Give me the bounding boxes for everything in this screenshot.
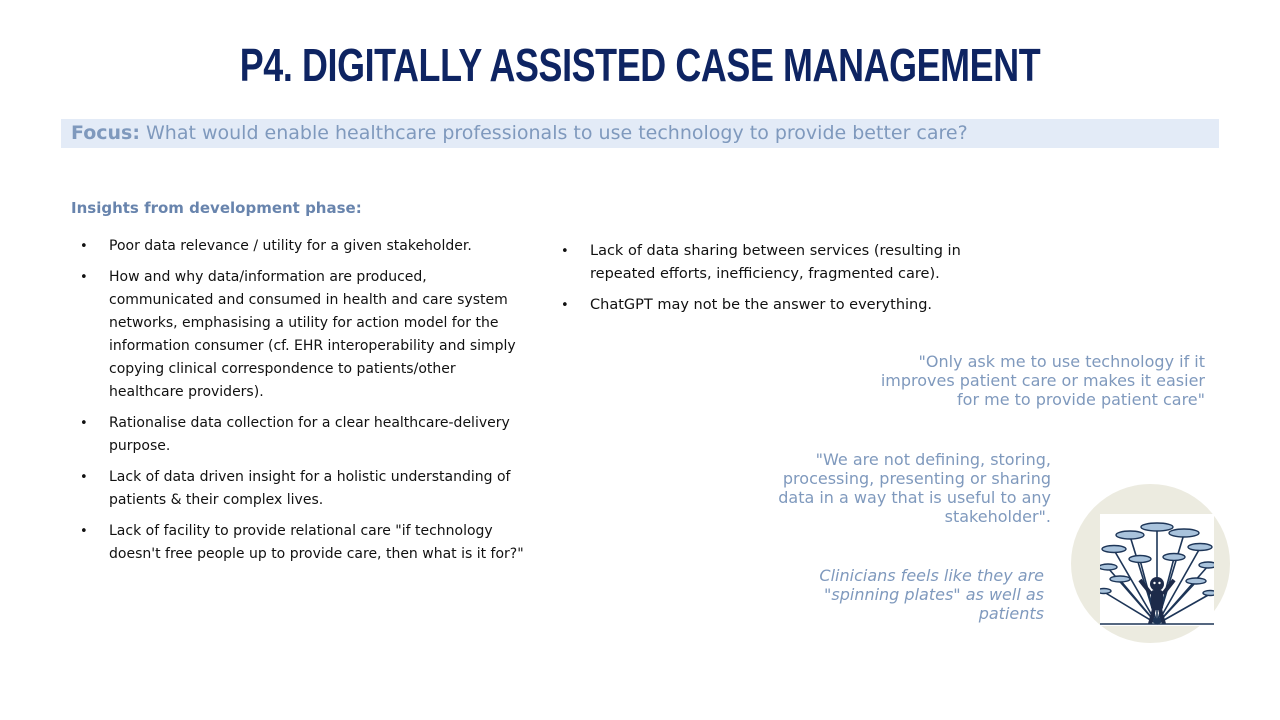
focus-label: Focus: — [71, 122, 140, 144]
insights-heading: Insights from development phase: — [71, 199, 362, 217]
list-item: • How and why data/information are produced, communicated and consumed in health and care system networks, emphasising a utility for action model for the information consumer (cf. EHR interoperability and simply copying clinical correspondence to patients/other healthcare providers). — [71, 266, 531, 404]
list-item: • Poor data relevance / utility for a given stakeholder. — [71, 235, 531, 258]
page-title: P4. DIGITALLY ASSISTED CASE MANAGEMENT — [239, 39, 1041, 91]
focus-text: What would enable healthcare professionals to use technology to provide better care? — [139, 122, 968, 144]
right-bullet-list — [552, 240, 1012, 325]
quote-spinning-plates: Clinicians feels like they are "spinning plates" as well as patients — [819, 566, 1044, 623]
list-item: • Lack of data driven insight for a holistic understanding of patients & their complex lives. — [71, 466, 531, 512]
list-item: • ChatGPT may not be the answer to everything. — [552, 294, 1012, 317]
focus-banner — [61, 119, 1219, 148]
list-item: • Lack of data sharing between services (resulting in repeated efforts, inefficiency, fragmented care). — [552, 240, 1012, 286]
spinning-plates-illustration-icon — [1100, 514, 1214, 626]
quote-data-stakeholder: "We are not defining, storing, processing, presenting or sharing data in a way that is useful to any stakeholder". — [778, 450, 1051, 526]
list-item: • Lack of facility to provide relational care "if technology doesn't free people up to provide care, then what is it for?" — [71, 520, 531, 566]
list-item: • Rationalise data collection for a clear healthcare-delivery purpose. — [71, 412, 531, 458]
quote-technology: "Only ask me to use technology if it improves patient care or makes it easier for me to provide patient care" — [880, 352, 1205, 409]
left-bullet-list — [71, 235, 531, 574]
spinning-plates-svg — [1100, 514, 1214, 626]
